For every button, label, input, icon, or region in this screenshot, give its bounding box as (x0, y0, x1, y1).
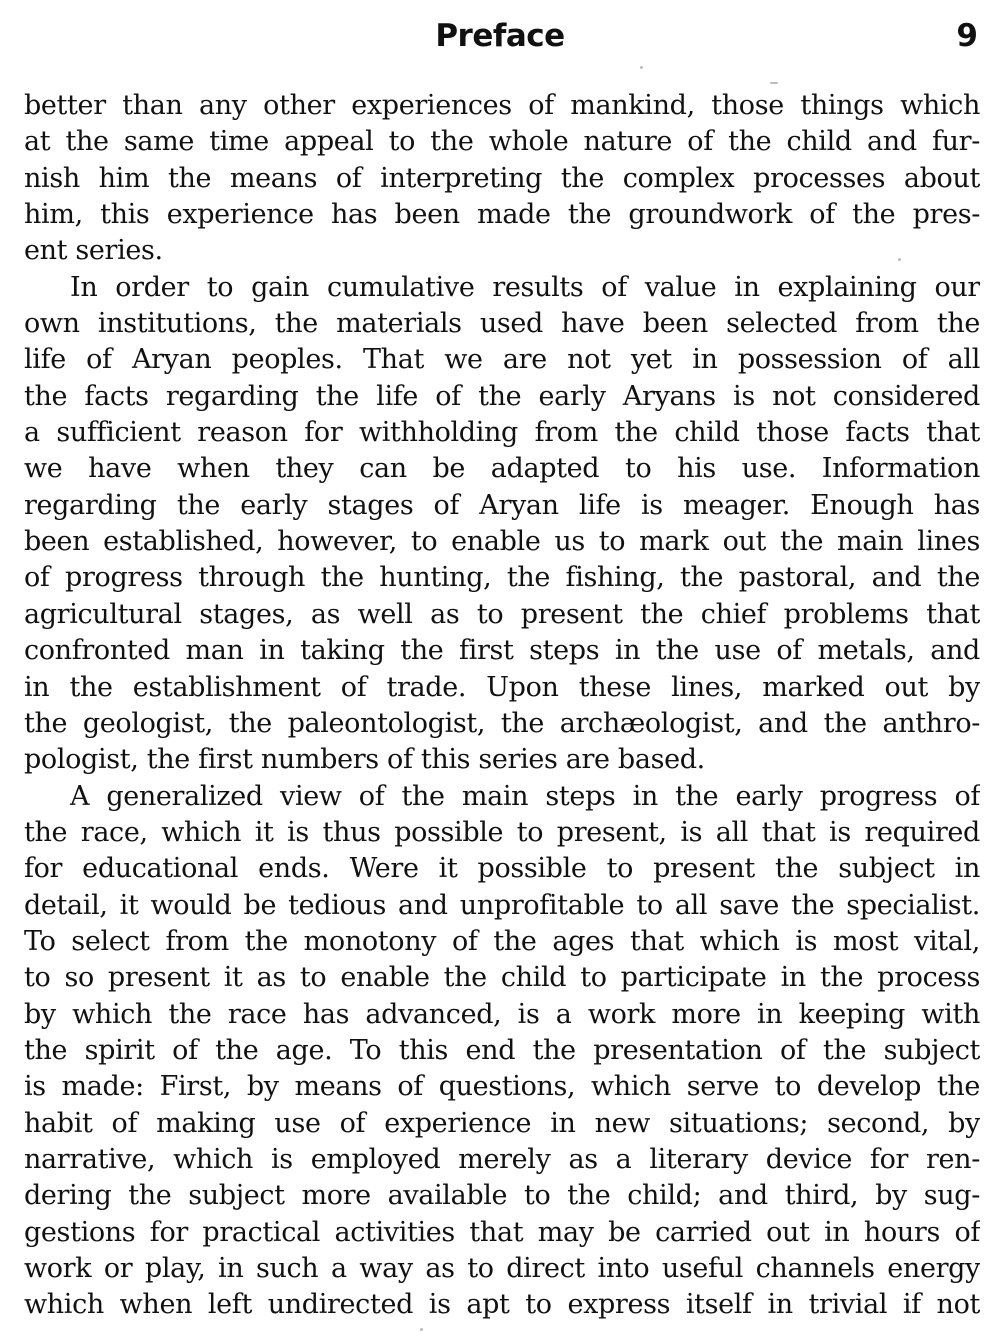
text-line: life of Aryan peoples. That we are not yet in possession of all (24, 344, 980, 376)
text-line: the facts regarding the life of the early Aryans is not considered (24, 380, 980, 412)
text-line: regarding the early stages of Aryan life is meager. Enough has (24, 489, 980, 521)
print-speck (898, 258, 901, 261)
text-line: narrative, which is employed merely as a literary device for ren- (24, 1143, 980, 1175)
text-line: agricultural stages, as well as to present the chief problems that (24, 598, 980, 630)
text-line: work or play, in such a way as to direct into useful channels energy (24, 1253, 980, 1284)
text-line: the spirit of the age. To this end the presentation of the subject (24, 1034, 980, 1066)
paragraph-start-line: A generalized view of the main steps in the early progress of (70, 780, 980, 812)
text-line: we have when they can be adapted to his use. Information (24, 453, 980, 485)
text-line: the race, which it is thus possible to present, is all that is required (24, 816, 980, 848)
paragraph-start-line: In order to gain cumulative results of value in explaining our (70, 271, 980, 303)
text-line: to so present it as to enable the child to participate in the process (24, 962, 980, 994)
text-line: which when left undirected is apt to express itself in trivial if not (24, 1289, 980, 1321)
text-line: for educational ends. Were it possible to present the subject in (24, 853, 980, 885)
text-line: been established, however, to enable us to mark out the main lines (24, 526, 980, 558)
text-line: in the establishment of trade. Upon these lines, marked out by (24, 671, 980, 703)
paragraph-end-line: pologist, the first numbers of this series are based. (24, 744, 705, 776)
running-title: Preface (435, 18, 565, 54)
text-line: gestions for practical activities that may be carried out in hours of (24, 1216, 980, 1248)
page-header (0, 14, 1000, 64)
text-line: by which the race has advanced, is a work more in keeping with (24, 998, 980, 1030)
text-line: at the same time appeal to the whole nature of the child and fur- (24, 126, 980, 158)
text-line: dering the subject more available to the child; and third, by sug- (24, 1180, 980, 1212)
text-line: is made: First, by means of questions, which serve to develop the (24, 1071, 980, 1103)
text-line: of progress through the hunting, the fishing, the pastoral, and the (24, 562, 980, 594)
print-speck (770, 82, 778, 84)
text-line: detail, it would be tedious and unprofitable to all save the specialist. (24, 889, 980, 921)
paragraph-end-line: ent series. (24, 235, 163, 267)
text-line: habit of making use of experience in new situations; second, by (24, 1107, 980, 1139)
print-speck (640, 66, 643, 69)
body-text (24, 88, 980, 1324)
text-line: nish him the means of interpreting the complex processes about (24, 162, 980, 194)
text-line: the geologist, the paleontologist, the archæologist, and the anthro- (24, 707, 980, 739)
text-line: confronted man in taking the first steps in the use of metals, and (24, 635, 980, 667)
text-line: To select from the monotony of the ages that which is most vital, (24, 925, 980, 957)
text-line: own institutions, the materials used have been selected from the (24, 308, 980, 340)
text-line: him, this experience has been made the groundwork of the pres- (24, 199, 980, 231)
text-line: a sufficient reason for withholding from the child those facts that (24, 417, 980, 449)
print-speck (420, 1328, 423, 1331)
page-number: 9 (956, 18, 978, 54)
text-line: better than any other experiences of mankind, those things which (24, 90, 980, 121)
